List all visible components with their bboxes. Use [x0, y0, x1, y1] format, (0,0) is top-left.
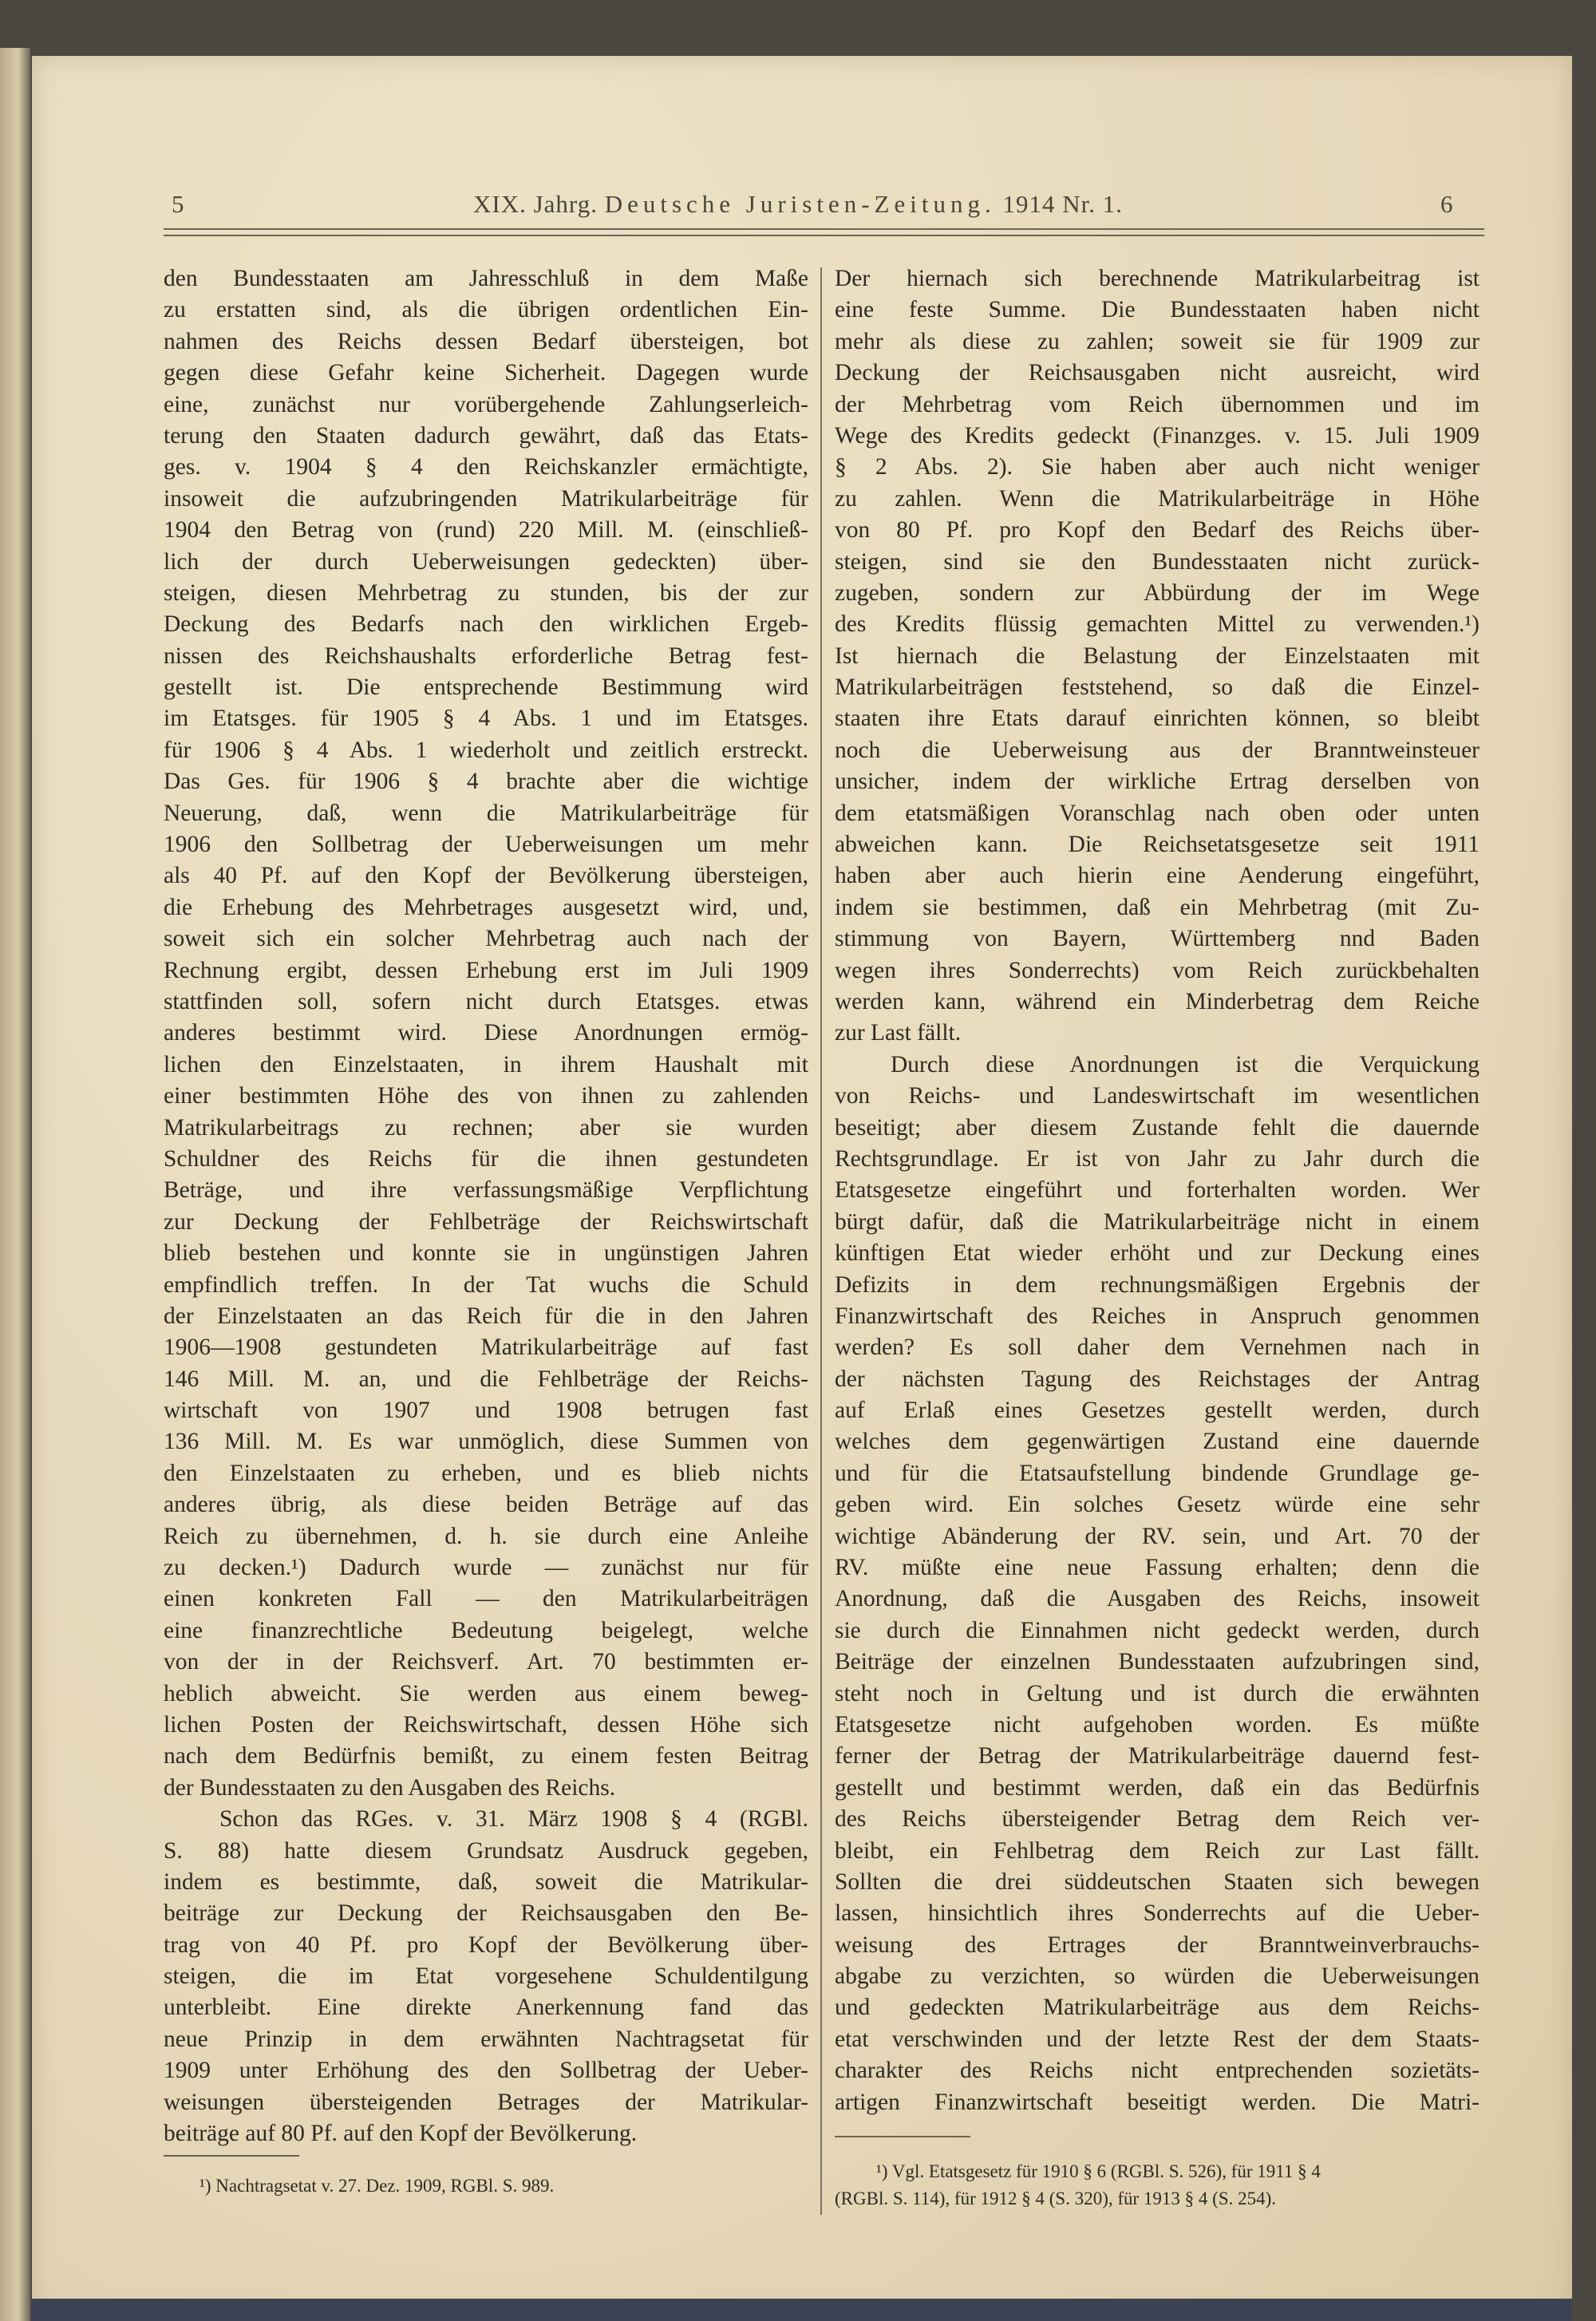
text-line: von 80 Pf. pro Kopf den Bedarf des Reichs über-	[835, 517, 1479, 544]
journal-title: Deutsche Juristen-Zeitung.	[604, 190, 996, 218]
text-line: 1909 unter Erhöhung des den Sollbetrag der Ueber-	[164, 2058, 808, 2084]
text-line: steigen, diesen Mehrbetrag zu stunden, bis der zur	[164, 579, 808, 606]
text-line: Rechnung ergibt, dessen Erhebung erst im Juli 1909	[164, 957, 808, 983]
text-line: Der hiernach sich berechnende Matrikularbeitrag ist	[835, 266, 1479, 291]
issue: 1914 Nr. 1.	[1002, 190, 1123, 218]
text-line: indem sie bestimmen, daß ein Mehrbetrag (mit Zu-	[835, 894, 1479, 920]
text-line: zur Deckung der Fehlbeträge der Reichswirtschaft	[164, 1208, 808, 1235]
text-line: Deckung der Reichsausgaben nicht ausreicht, wird	[835, 360, 1479, 386]
text-line: der Einzelstaaten an das Reich für die in den Jahren	[164, 1303, 808, 1329]
text-line: heblich abweicht. Sie werden aus einem beweg-	[164, 1680, 808, 1706]
text-line: Beiträge der einzelnen Bundesstaaten aufzubringen sind,	[835, 1649, 1479, 1675]
text-line: anderes bestimmt wird. Diese Anordnungen ermög-	[164, 1020, 808, 1046]
text-line: 1906 den Sollbetrag der Ueberweisungen um mehr	[164, 832, 808, 858]
text-line: werden kann, während ein Minderbetrag dem Reiche	[835, 988, 1479, 1014]
text-line: S. 88) hatte diesem Grundsatz Ausdruck gegeben,	[164, 1837, 808, 1864]
text-line: gestellt und bestimmt werden, daß ein das Bedürfnis	[835, 1774, 1479, 1801]
text-line: Deckung des Bedarfs nach den wirklichen Ergeb-	[164, 611, 808, 638]
text-line: blieb bestehen und konnte sie in ungünstigen Jahren	[164, 1240, 808, 1267]
text-line: werden? Es soll daher dem Vernehmen nach in	[835, 1334, 1479, 1361]
text-line: unsicher, indem der wirkliche Ertrag derselben von	[835, 769, 1479, 795]
text-line: wichtige Abänderung der RV. sein, und Art. 70 der	[835, 1523, 1479, 1549]
right-column	[835, 263, 1479, 2118]
text-line: des Reichs übersteigender Betrag dem Reich ver-	[835, 1806, 1479, 1833]
text-line: und gedeckten Matrikularbeiträge aus dem Reichs-	[835, 1995, 1479, 2021]
text-line: Defizits in dem rechnungsmäßigen Ergebnis der	[835, 1271, 1479, 1298]
text-line: steigen, die im Etat vorgesehene Schuldentilgung	[164, 1963, 808, 1990]
text-line: Matrikularbeiträgen feststehend, so daß die Einzel-	[835, 674, 1479, 701]
text-line: terung den Staaten dadurch gewährt, daß das Etats-	[164, 422, 808, 449]
footnote-right	[835, 2158, 1479, 2212]
text-line: zur Last fällt.	[835, 1020, 962, 1046]
text-line: als 40 Pf. auf den Kopf der Bevölkerung übersteigen,	[164, 863, 808, 889]
text-line: welches dem gegenwärtigen Zustand eine dauernde	[835, 1429, 1479, 1455]
text-line: 146 Mill. M. an, und die Fehlbeträge der Reichs-	[164, 1366, 808, 1392]
text-line: Matrikularbeitrags zu rechnen; aber sie wurden	[164, 1114, 808, 1141]
left-column	[164, 263, 808, 2149]
text-line: Wege des Kredits gedeckt (Finanzges. v. 15. Juli 1909	[835, 422, 1479, 449]
running-header	[0, 190, 1596, 219]
text-line: bürgt dafür, daß die Matrikularbeiträge nicht in einem	[835, 1208, 1479, 1235]
text-line: zu decken.¹) Dadurch wurde — zunächst nur für	[164, 1555, 808, 1581]
footnote-line: (RGBl. S. 114), für 1912 § 4 (S. 320), für 1913 § 4 (S. 254).	[835, 2189, 1277, 2208]
text-line: zu erstatten sind, als die übrigen ordentlichen Ein-	[164, 297, 808, 323]
text-line: künftigen Etat wieder erhöht und zur Deckung eines	[835, 1240, 1479, 1267]
text-line: des Kredits flüssig gemachten Mittel zu verwenden.¹)	[835, 611, 1479, 638]
text-line: lichen den Einzelstaaten, in ihrem Haushalt mit	[164, 1051, 808, 1077]
text-line: Finanzwirtschaft des Reiches in Anspruch genommen	[835, 1303, 1479, 1329]
text-line: 1906—1908 gestundeten Matrikularbeiträge auf fast	[164, 1334, 808, 1361]
text-line: die Erhebung des Mehrbetrages ausgesetzt wird, und,	[164, 894, 808, 920]
text-line: noch die Ueberweisung aus der Branntweinsteuer	[835, 737, 1479, 763]
text-line: beiträge zur Deckung der Reichsausgaben den Be-	[164, 1900, 808, 1927]
footnote-rule	[164, 2155, 299, 2157]
text-line: von der in der Reichsverf. Art. 70 bestimmten er-	[164, 1649, 808, 1675]
text-line: abweichen kann. Die Reichsetatsgesetze seit 1911	[835, 832, 1479, 858]
text-line: Sollten die drei süddeutschen Staaten sich bewegen	[835, 1868, 1479, 1895]
header-rule	[164, 228, 1484, 230]
text-line: wegen ihres Sonderrechts) vom Reich zurückbehalten	[835, 957, 1479, 983]
text-line: artigen Finanzwirtschaft beseitigt werden. Die Matri-	[835, 2089, 1479, 2115]
text-line: Reich zu übernehmen, d. h. sie durch eine Anleihe	[164, 1523, 808, 1549]
text-line: eine, zunächst nur vorübergehende Zahlungserleich-	[164, 391, 808, 417]
text-line: nahmen des Reichs dessen Bedarf übersteigen, bot	[164, 328, 808, 354]
text-line: sie durch die Einnahmen nicht gedeckt werden, durch	[835, 1617, 1479, 1643]
text-line: insoweit die aufzubringenden Matrikularbeiträge für	[164, 485, 808, 512]
text-line: einer bestimmten Höhe des von ihnen zu zahlenden	[164, 1083, 808, 1109]
text-line: anderes übrig, als diese beiden Beträge auf das	[164, 1492, 808, 1518]
text-line: charakter des Reichs nicht entprechenden sozietäts-	[835, 2058, 1479, 2084]
text-line: § 2 Abs. 2). Sie haben aber auch nicht weniger	[835, 454, 1479, 480]
text-line: der Mehrbetrag vom Reich übernommen und im	[835, 391, 1479, 417]
text-line: haben aber auch hierin eine Aenderung eingeführt,	[835, 863, 1479, 889]
text-line: Schuldner des Reichs für die ihnen gestundeten	[164, 1145, 808, 1172]
text-line: Etatsgesetze nicht aufgehoben worden. Es müßte	[835, 1711, 1479, 1738]
text-line: zu zahlen. Wenn die Matrikularbeiträge in Höhe	[835, 485, 1479, 512]
text-line: den Einzelstaaten zu erheben, und es blieb nichts	[164, 1460, 808, 1486]
text-line: eine finanzrechtliche Bedeutung beigelegt, welche	[164, 1617, 808, 1643]
text-line: lich der durch Ueberweisungen gedeckten) über-	[164, 548, 808, 575]
text-line: etat verschwinden und der letzte Rest der dem Staats-	[835, 2026, 1479, 2052]
volume: XIX. Jahrg.	[473, 190, 598, 218]
text-line: RV. müßte eine neue Fassung erhalten; denn die	[835, 1555, 1479, 1581]
page-bottom-edge	[32, 2299, 1572, 2321]
text-line: staaten ihre Etats darauf einrichten können, so bleibt	[835, 706, 1479, 732]
text-line: mehr als diese zu zahlen; soweit sie für 1909 zur	[835, 328, 1479, 354]
text-line: Neuerung, daß, wenn die Matrikularbeiträge für	[164, 800, 808, 826]
text-line: gestellt ist. Die entsprechende Bestimmung wird	[164, 674, 808, 701]
text-line: weisung des Ertrages der Branntweinverbrauchs-	[835, 1932, 1479, 1958]
text-line: dem etatsmäßigen Voranschlag nach oben oder unten	[835, 800, 1479, 826]
text-line: und für die Etatsaufstellung bindende Grundlage ge-	[835, 1460, 1479, 1486]
header-rule	[164, 235, 1484, 236]
text-line: Beträge, und ihre verfassungsmäßige Verpflichtung	[164, 1177, 808, 1204]
text-line: Rechtsgrundlage. Er ist von Jahr zu Jahr durch die	[835, 1145, 1479, 1172]
text-line: lassen, hinsichtlich ihres Sonderrechts auf die Ueber-	[835, 1900, 1479, 1927]
page-number-left: 5	[172, 190, 184, 218]
text-line: soweit sich ein solcher Mehrbetrag auch nach der	[164, 926, 808, 952]
text-line: neue Prinzip in dem erwähnten Nachtragsetat für	[164, 2026, 808, 2052]
adjacent-page-edge	[0, 48, 30, 2321]
text-line: lichen Posten der Reichswirtschaft, dessen Höhe sich	[164, 1711, 808, 1738]
text-line: nach dem Bedürfnis bemißt, zu einem festen Beitrag	[164, 1743, 808, 1769]
text-line: stimmung von Bayern, Württemberg nnd Baden	[835, 926, 1479, 952]
text-line: Etatsgesetze eingeführt und forterhalten worden. Wer	[835, 1177, 1479, 1204]
text-line: 1904 den Betrag von (rund) 220 Mill. M. (einschließ-	[164, 517, 808, 544]
text-line: beiträge auf 80 Pf. auf den Kopf der Bevölkerung.	[164, 2121, 638, 2147]
text-line: empfindlich treffen. In der Tat wuchs die Schuld	[164, 1271, 808, 1298]
text-line: von Reichs- und Landeswirtschaft im wesentlichen	[835, 1083, 1479, 1109]
text-line: Durch diese Anordnungen ist die Verquickung	[891, 1051, 1479, 1077]
text-line: der Bundesstaaten zu den Ausgaben des Reichs.	[164, 1774, 616, 1801]
text-line: Ist hiernach die Belastung der Einzelstaaten mit	[835, 643, 1479, 669]
text-line: beseitigt; aber diesem Zustande fehlt die dauernde	[835, 1114, 1479, 1141]
text-line: nissen des Reichshaushalts erforderliche Betrag fest-	[164, 643, 808, 669]
text-line: abgabe zu verzichten, so würden die Ueberweisungen	[835, 1963, 1479, 1990]
text-line: eine feste Summe. Die Bundesstaaten haben nicht	[835, 297, 1479, 323]
text-line: bleibt, ein Fehlbetrag dem Reich zur Last fällt.	[835, 1837, 1479, 1864]
text-line: für 1906 § 4 Abs. 1 wiederholt und zeitlich erstreckt.	[164, 737, 808, 763]
footnote-left: ¹) Nachtragsetat v. 27. Dez. 1909, RGBl. S. 989.	[200, 2176, 555, 2196]
text-line: steht noch in Geltung und ist durch die erwähnten	[835, 1680, 1479, 1706]
text-line: Schon das RGes. v. 31. März 1908 § 4 (RGBl.	[219, 1806, 808, 1833]
footnote-rule	[835, 2136, 970, 2137]
text-line: ferner der Betrag der Matrikularbeiträge dauernd fest-	[835, 1743, 1479, 1769]
text-line: ges. v. 1904 § 4 den Reichskanzler ermächtigte,	[164, 454, 808, 480]
text-line: Anordnung, daß die Ausgaben des Reichs, insoweit	[835, 1586, 1479, 1612]
text-line: geben wird. Ein solches Gesetz würde eine sehr	[835, 1492, 1479, 1518]
text-line: Das Ges. für 1906 § 4 brachte aber die wichtige	[164, 769, 808, 795]
text-line: der nächsten Tagung des Reichstages der Antrag	[835, 1366, 1479, 1392]
text-line: stattfinden soll, sofern nicht durch Etatsges. etwas	[164, 988, 808, 1014]
text-line: den Bundesstaaten am Jahresschluß in dem Maße	[164, 266, 808, 291]
text-line: indem es bestimmte, daß, soweit die Matrikular-	[164, 1868, 808, 1895]
text-line: einen konkreten Fall — den Matrikularbeiträgen	[164, 1586, 808, 1612]
text-line: steigen, sind sie den Bundesstaaten nicht zurück-	[835, 548, 1479, 575]
text-line: gegen diese Gefahr keine Sicherheit. Dagegen wurde	[164, 360, 808, 386]
text-line: auf Erlaß eines Gesetzes gestellt werden, durch	[835, 1398, 1479, 1424]
text-line: unterbleibt. Eine direkte Anerkennung fand das	[164, 1995, 808, 2021]
text-line: wirtschaft von 1907 und 1908 betrugen fast	[164, 1398, 808, 1424]
footnote-line: ¹) Vgl. Etatsgesetz für 1910 § 6 (RGBl. S. 526), für 1911 § 4	[876, 2161, 1321, 2181]
page-number-right: 6	[1440, 190, 1453, 218]
text-line: im Etatsges. für 1905 § 4 Abs. 1 und im Etatsges.	[164, 706, 808, 732]
text-line: zugeben, sondern zur Abbürdung der im Wege	[835, 579, 1479, 606]
column-divider	[820, 267, 822, 2215]
text-line: weisungen übersteigenden Betrages der Matrikular-	[164, 2089, 808, 2115]
text-line: 136 Mill. M. Es war unmöglich, diese Summen von	[164, 1429, 808, 1455]
text-line: trag von 40 Pf. pro Kopf der Bevölkerung über-	[164, 1932, 808, 1958]
